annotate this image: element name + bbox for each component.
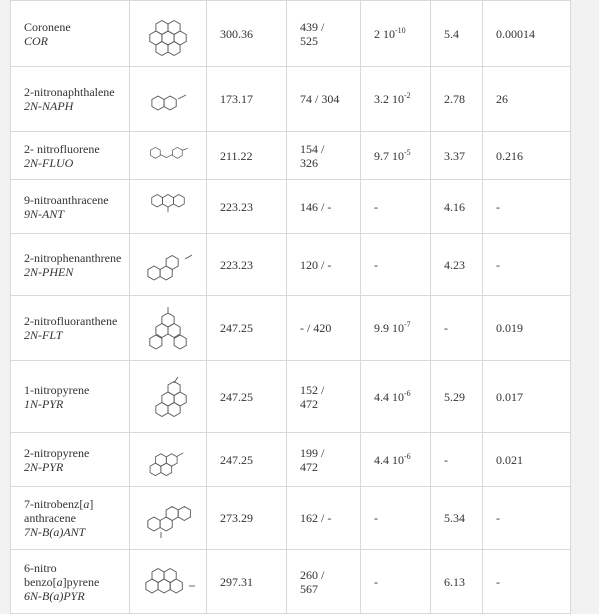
compound-code: 1N-PYR <box>24 396 64 411</box>
vapor-pressure-cell: 0.017 <box>483 361 571 433</box>
log-kow-cell: 4.16 <box>431 180 483 234</box>
molecular-weight-cell: 247.25 <box>207 361 287 433</box>
compound-name: 2-nitrophenanthrene <box>24 250 122 265</box>
melting-boiling-cell: 154 / 326 <box>287 132 361 180</box>
1-nitropyrene-structure <box>130 369 206 425</box>
table-body <box>11 1 571 614</box>
solubility-cell: 4.4 $10^{-6}$ <box>361 433 431 487</box>
structure-cell <box>130 296 207 361</box>
vapor-pressure-cell: - <box>483 180 571 234</box>
table-row <box>11 67 571 132</box>
compound-code: 6N-B(a)PYR <box>24 588 85 603</box>
molecular-weight-cell: 297.31 <box>207 550 287 614</box>
solubility-cell: 4.4 $10^{-6}$ <box>361 361 431 433</box>
compound-name-cell <box>11 1 130 67</box>
compound-name: 2-nitronaphthalene <box>24 85 115 99</box>
molecular-weight-cell: 247.25 <box>207 433 287 487</box>
table-row <box>11 433 571 487</box>
melting-boiling-cell: 146 / - <box>287 180 361 234</box>
table-row <box>11 1 571 67</box>
melting-boiling-cell: - / 420 <box>287 296 361 361</box>
structure-cell <box>130 550 207 614</box>
compound-name: Coronene <box>24 19 71 34</box>
compound-table <box>10 0 571 614</box>
scroll-gutter <box>570 0 599 613</box>
compound-name: 2- nitrofluorene <box>24 141 100 156</box>
log-kow-cell: 5.4 <box>431 1 483 67</box>
vapor-pressure-cell: 0.00014 <box>483 1 571 67</box>
melting-boiling-cell: 439 / 525 <box>287 1 361 67</box>
table-row <box>11 132 571 180</box>
molecular-weight-cell: 173.17 <box>207 67 287 132</box>
structure-cell <box>130 234 207 296</box>
table-row <box>11 550 571 614</box>
structure-cell <box>130 180 207 234</box>
log-kow-cell: 3.37 <box>431 132 483 180</box>
table-row <box>11 234 571 296</box>
nitrofluorene-structure <box>130 134 206 178</box>
compound-name: 9-nitroanthracene <box>24 192 109 207</box>
compound-name-cell <box>11 180 130 234</box>
solubility-cell: - <box>361 550 431 614</box>
structure-cell <box>130 487 207 550</box>
structure-cell <box>130 1 207 67</box>
melting-boiling-cell: 162 / - <box>287 487 361 550</box>
log-kow-cell: 5.29 <box>431 361 483 433</box>
vapor-pressure-cell: 0.021 <box>483 433 571 487</box>
solubility-cell: 2 $10^{-10}$ <box>361 1 431 67</box>
compound-code: 2N-NAPH <box>24 99 74 113</box>
table-row <box>11 296 571 361</box>
compound-name: 7-nitrobenz[a] anthracene <box>24 497 94 525</box>
solubility-cell: 9.9 $10^{-7}$ <box>361 296 431 361</box>
compound-name: 1-nitropyrene <box>24 382 90 397</box>
compound-name: 2-nitropyrene <box>24 445 90 460</box>
nitrofluoranthene-structure <box>130 300 206 356</box>
log-kow-cell: 2.78 <box>431 67 483 132</box>
solubility-cell: - <box>361 234 431 296</box>
table-row <box>11 361 571 433</box>
vapor-pressure-cell: - <box>483 550 571 614</box>
solubility-cell: - <box>361 180 431 234</box>
compound-code: COR <box>24 33 48 48</box>
table-row <box>11 180 571 234</box>
melting-boiling-cell: 199 / 472 <box>287 433 361 487</box>
melting-boiling-cell: 152 / 472 <box>287 361 361 433</box>
solubility-cell: 9.7 $10^{-5}$ <box>361 132 431 180</box>
nitrobenzanthracene-structure <box>130 490 206 546</box>
compound-code: 2N-FLUO <box>24 155 74 170</box>
log-kow-cell: - <box>431 433 483 487</box>
molecular-weight-cell: 247.25 <box>207 296 287 361</box>
structure-cell <box>130 433 207 487</box>
vapor-pressure-cell: - <box>483 234 571 296</box>
vapor-pressure-cell: 26 <box>483 67 571 132</box>
melting-boiling-cell: 74 / 304 <box>287 67 361 132</box>
log-kow-cell: 5.34 <box>431 487 483 550</box>
compound-table-wrapper <box>10 0 570 614</box>
molecular-weight-cell: 223.23 <box>207 234 287 296</box>
nitronaphthalene-structure <box>130 71 206 127</box>
vapor-pressure-cell: - <box>483 487 571 550</box>
compound-name-cell <box>11 487 130 550</box>
compound-name-cell <box>11 296 130 361</box>
melting-boiling-cell: 120 / - <box>287 234 361 296</box>
structure-cell <box>130 67 207 132</box>
compound-name-cell <box>11 67 130 132</box>
nitroanthracene-structure <box>130 182 206 232</box>
compound-code: 7N-B(a)ANT <box>24 525 86 539</box>
log-kow-cell: - <box>431 296 483 361</box>
molecular-weight-cell: 223.23 <box>207 180 287 234</box>
vapor-pressure-cell: 0.216 <box>483 132 571 180</box>
structure-cell <box>130 132 207 180</box>
vapor-pressure-cell: 0.019 <box>483 296 571 361</box>
compound-name: 2-nitrofluoranthene <box>24 314 118 328</box>
compound-code: 9N-ANT <box>24 206 65 221</box>
molecular-weight-cell: 300.36 <box>207 1 287 67</box>
compound-name-cell <box>11 234 130 296</box>
structure-cell <box>130 361 207 433</box>
compound-code: 2N-PHEN <box>24 264 74 279</box>
compound-name-cell <box>11 433 130 487</box>
compound-code: 2N-FLT <box>24 328 63 342</box>
compound-code: 2N-PYR <box>24 459 64 474</box>
molecular-weight-cell: 273.29 <box>207 487 287 550</box>
compound-name: 6-nitro benzo[a]pyrene <box>24 560 100 589</box>
compound-name-cell <box>11 361 130 433</box>
log-kow-cell: 6.13 <box>431 550 483 614</box>
molecular-weight-cell: 211.22 <box>207 132 287 180</box>
solubility-cell: - <box>361 487 431 550</box>
nitrophenanthrene-structure <box>130 237 206 293</box>
compound-name-cell <box>11 550 130 614</box>
solubility-cell: 3.2 $10^{-2}$ <box>361 67 431 132</box>
compound-name-cell <box>11 132 130 180</box>
nitrobenzopyrene-structure <box>130 554 206 610</box>
coronene-structure <box>130 6 206 62</box>
2-nitropyrene-structure <box>130 435 206 485</box>
log-kow-cell: 4.23 <box>431 234 483 296</box>
table-row <box>11 487 571 550</box>
melting-boiling-cell: 260 / 567 <box>287 550 361 614</box>
